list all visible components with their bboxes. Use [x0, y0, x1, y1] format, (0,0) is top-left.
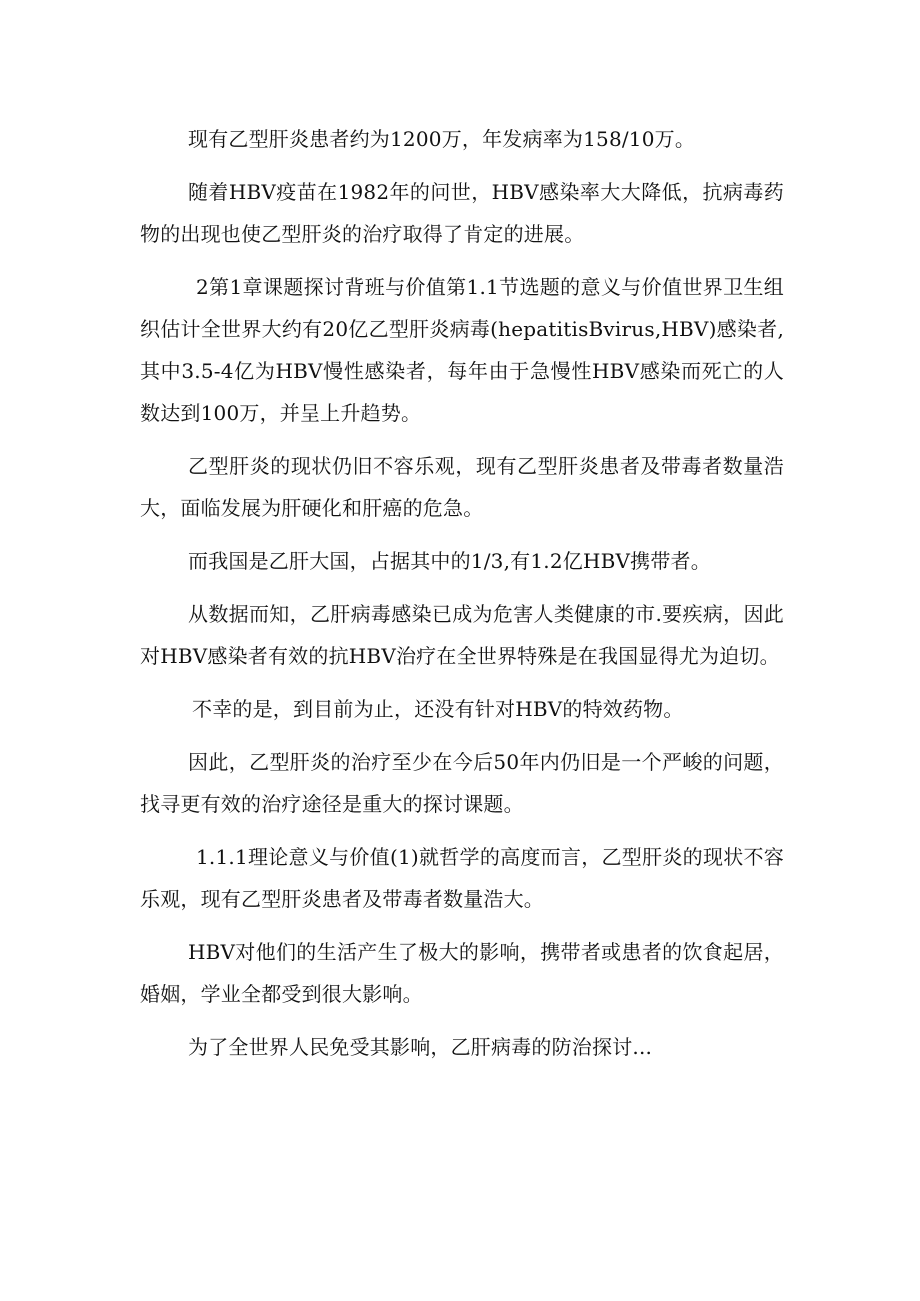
paragraph-3: 2第1章课题探讨背班与价值第1.1节选题的意义与价值世界卫生组织估计全世界大约有20亿乙型肝炎病毒(hepatitisBvirus,HBV)感染者,其中3.5-4亿为HBV慢性感染者，每年由于急慢性HBV感染而死亡的人数达到100万，并呈上升趋势。	[140, 275, 784, 425]
paragraph-2: 随着HBV疫苗在1982年的问世，HBV感染率大大降低，抗病毒药物的出现也使乙型肝炎的治疗取得了肯定的进展。	[140, 180, 784, 246]
paragraph-9: 1.1.1理论意义与价值(1)就哲学的高度而言，乙型肝炎的现状不容乐观，现有乙型肝炎患者及带毒者数量浩大。	[140, 845, 784, 911]
paragraph-5: 而我国是乙肝大国，占据其中的1/3,有1.2亿HBV携带者。	[188, 549, 711, 573]
paragraph-6: 从数据而知，乙肝病毒感染已成为危害人类健康的市.要疾病，因此对HBV感染者有效的抗HBV治疗在全世界特殊是在我国显得尤为迫切。	[140, 602, 784, 668]
paragraph-10: HBV对他们的生活产生了极大的影响，携带者或患者的饮食起居，婚姻，学业全都受到很大影响。	[140, 940, 784, 1006]
paragraph-7: 不幸的是，到目前为止，还没有针对HBV的特效药物。	[192, 697, 684, 721]
paragraph-4: 乙型肝炎的现状仍旧不容乐观，现有乙型肝炎患者及带毒者数量浩大，面临发展为肝硬化和肝癌的危急。	[140, 454, 784, 520]
document-body	[140, 118, 784, 1079]
paragraph-11: 为了全世界人民免受其影响，乙肝病毒的防治探讨...	[188, 1035, 653, 1059]
paragraph-8: 因此，乙型肝炎的治疗至少在今后50年内仍旧是一个严峻的问题，找寻更有效的治疗途径是重大的探讨课题。	[140, 750, 784, 816]
paragraph-1: 现有乙型肝炎患者约为1200万，年发病率为158/10万。	[188, 127, 696, 151]
